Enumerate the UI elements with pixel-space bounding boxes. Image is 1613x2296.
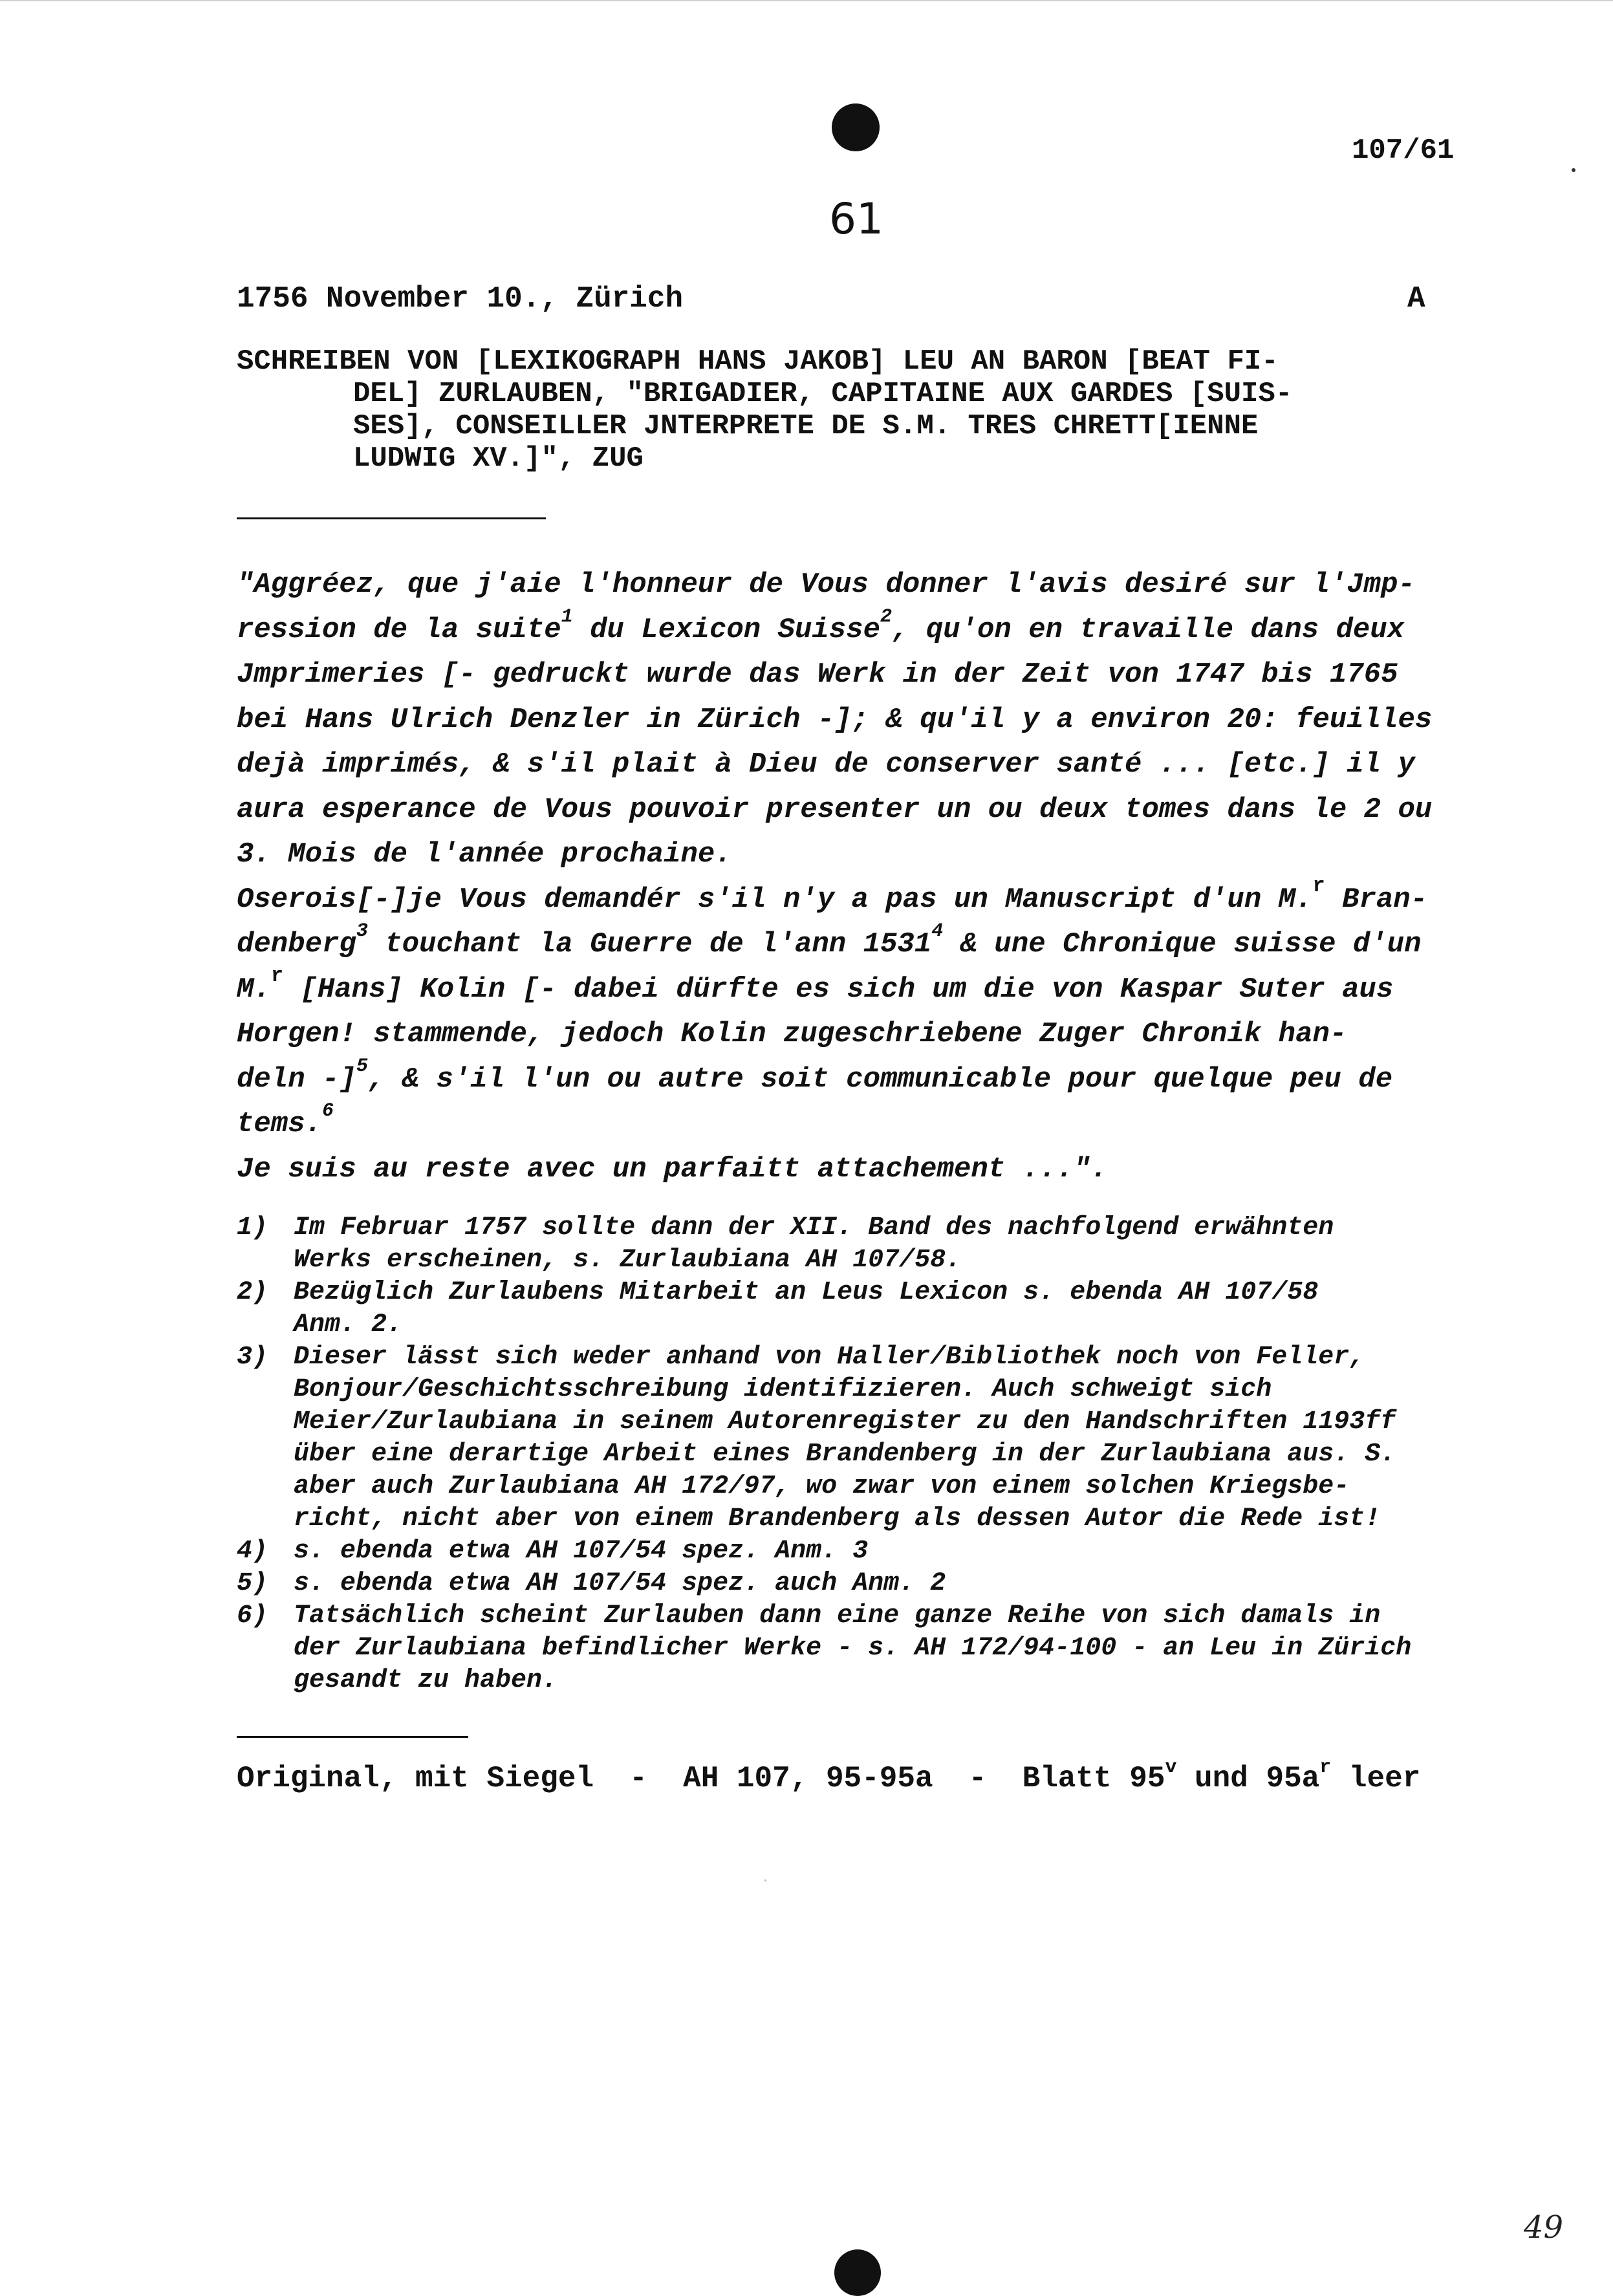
body-line: "Aggréez, que j'aie l'honneur de Vous donner l'avis desiré sur l'Jmp- — [237, 569, 1415, 601]
bold-name: Suter — [1239, 973, 1325, 1006]
body-line: M.$^r$ [Hans] Kolin [- dabei dürfte es sich um die von Kaspar Suter aus — [237, 963, 1394, 1006]
source-note: Original, mit Siegel - AH 107, 95-95a - Blatt 95$^v$ und $95a^r$ leer — [237, 1757, 1421, 1795]
bold-name: Denzler — [510, 703, 630, 736]
superscript: r — [1319, 1757, 1332, 1779]
heading-line: LUDWIG XV.]", ZUG — [353, 442, 644, 475]
heading-line: SCHREIBEN VON [LEXIKOGRAPH HANS JAKOB] LEU AN BARON [BEAT FI- — [237, 345, 1279, 378]
footnote: 3) Dieser lässt sich weder anhand von Haller/Bibliothek noch von Feller, Bonjour/Geschichtsschreibung identifizieren. Auch schweigt sich Meier/Zurlaubiana in seinem Autorenregister zu den Handschriften 1193ff über eine derartige Arbeit eines Brandenberg in der Zurlaubiana aus. S. aber auch Zurlaubiana AH 172/97, wo zwar von einem solchen Kriegsbe- richt, nicht aber von einem Brandenberg als dessen Autor die Rede ist! — [237, 1343, 1396, 1533]
body-line: 3. Mois de l'année prochaine. — [237, 838, 732, 871]
body-line: dejà imprimés, & s'il plait à Dieu de conserver santé ... [etc.] il y — [237, 748, 1415, 781]
date-place-line: 1756 November 10., Zürich — [237, 282, 684, 316]
handwritten-page-mark: 49 — [1524, 2209, 1564, 2246]
superscript: r — [1312, 873, 1325, 898]
body-line: tems.$^6$ — [237, 1100, 334, 1140]
heading-divider — [237, 517, 546, 519]
body-line: Oserois[-]je Vous demandér s'il n'y a pas un Manuscript d'un M.$^r$ Bran- — [237, 873, 1428, 916]
punch-hole-top — [832, 103, 880, 151]
footnote-ref: 1 — [561, 605, 573, 628]
heading-line: SES], CONSEILLER JNTERPRETE DE S.M. TRES CHRETT[IENNE — [353, 410, 1259, 442]
footnote-ref: 5 — [356, 1055, 368, 1078]
footer-divider — [237, 1736, 468, 1738]
superscript: v — [1165, 1757, 1177, 1779]
footnotes — [237, 1212, 1472, 1697]
footnote-ref: 3 — [356, 920, 368, 942]
footnote: 6) Tatsächlich scheint Zurlauben dann eine ganze Reihe von sich damals in der Zurlaubiana befindlicher Werke - s. AH 172/94-100 - an Leu in Zürich gesandt zu haben. — [237, 1601, 1412, 1695]
footnote: 4) s. ebenda etwa AH 107/54 spez. Anm. 3 — [237, 1537, 869, 1566]
document-class-letter: A — [1407, 282, 1425, 316]
body-line: Jmprimeries [- gedruckt wurde das Werk in der Zeit von 1747 bis 1765 — [237, 658, 1398, 691]
footnote-ref: 4 — [931, 920, 944, 942]
superscript: r — [270, 963, 284, 988]
footnote: 1) Im Februar 1757 sollte dann der XII. Band des nachfolgend erwähnten Werks erscheinen, s. Zurlaubiana AH 107/58. — [237, 1213, 1334, 1275]
footnote: 5) s. ebenda etwa AH 107/54 spez. auch Anm. 2 — [237, 1569, 946, 1598]
archive-reference: 107/61 — [1352, 135, 1455, 167]
footnote: 2) Bezüglich Zurlaubens Mitarbeit an Leus Lexicon s. ebenda AH 107/58 Anm. 2. — [237, 1278, 1319, 1339]
bold-name: Kolin — [420, 973, 506, 1006]
bold-name: Bran- — [1342, 883, 1428, 916]
letter-excerpt — [237, 563, 1472, 1192]
scan-speck — [764, 1879, 766, 1881]
body-line: Horgen! stammende, jedoch Kolin zugeschriebene Zuger Chronik han- — [237, 1018, 1347, 1050]
punch-hole-bottom — [834, 2249, 881, 2296]
document-heading — [237, 345, 1466, 475]
body-line: aura esperance de Vous pouvoir presenter un ou deux tomes dans le 2 ou — [237, 793, 1433, 826]
body-line: ression de la suite$^1$ du Lexicon Suisse$^2$, qu'on en travaille dans deux — [237, 605, 1405, 646]
body-line: denberg$^3$ touchant la Guerre de l'ann 1531$^4$ & une Chronique suisse d'un — [237, 920, 1422, 960]
body-line: deln -]$^5$, & s'il l'un ou autre soit communicable pour quelque peu de — [237, 1055, 1393, 1096]
footnote-ref: 2 — [880, 605, 892, 628]
bold-name: denberg — [237, 928, 356, 960]
body-line: Je suis au reste avec un parfaitt attachement ...". — [237, 1153, 1108, 1186]
scan-top-edge — [0, 0, 1613, 1]
heading-line: DEL] ZURLAUBEN, "BRIGADIER, CAPITAINE AUX GARDES [SUIS- — [353, 378, 1293, 410]
scan-speck — [1572, 168, 1575, 172]
page-number: 61 — [829, 194, 883, 244]
body-line: bei Hans Ulrich Denzler in Zürich -]; & qu'il y a environ 20: feuilles — [237, 703, 1433, 736]
footnote-ref: 6 — [322, 1100, 334, 1122]
